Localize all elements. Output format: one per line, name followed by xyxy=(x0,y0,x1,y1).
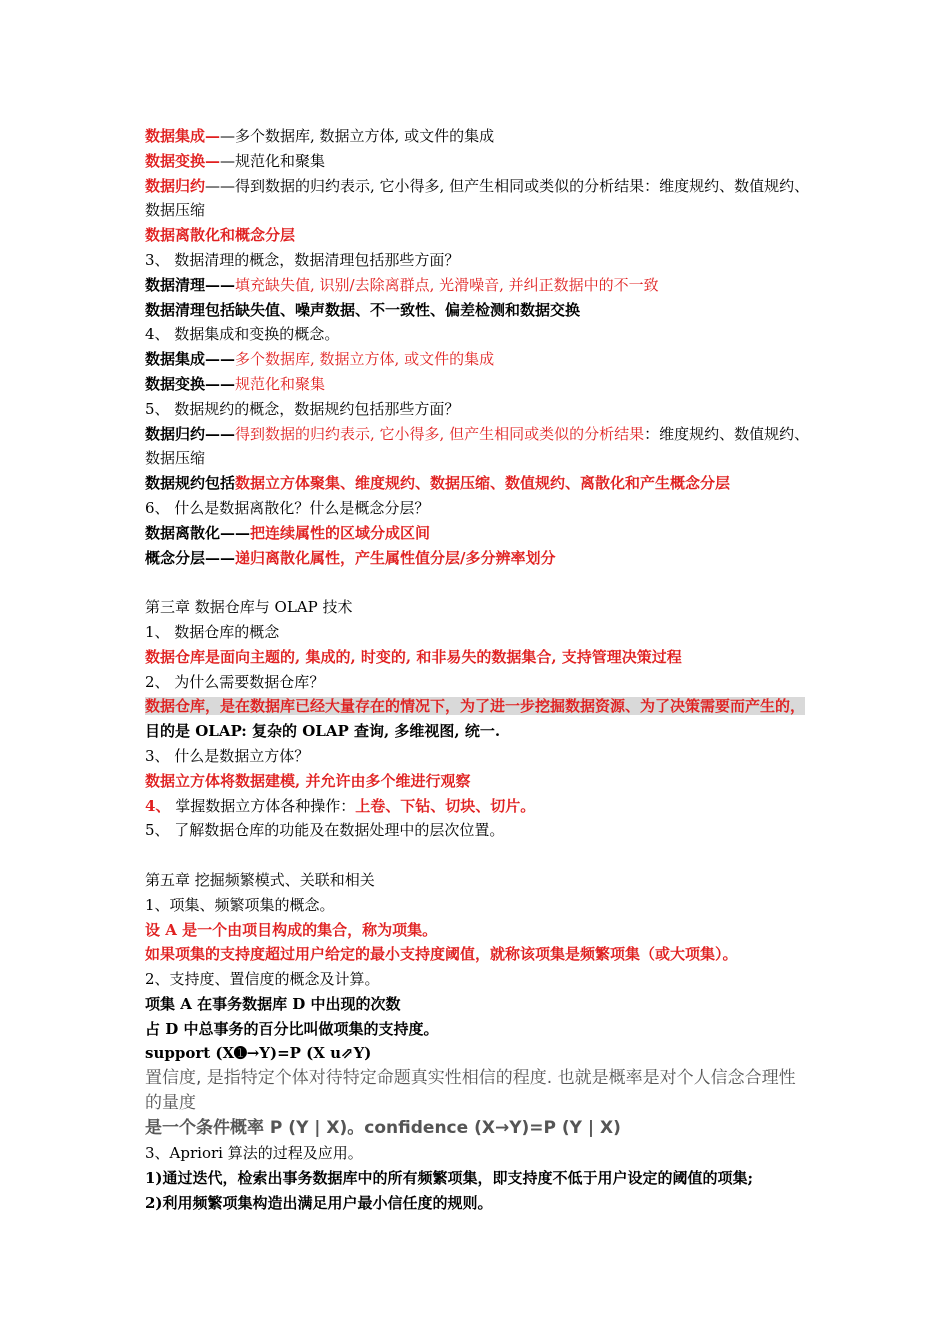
line-data-transform-def xyxy=(145,149,810,174)
definition-text: 填充缺失值, 识别/去除离群点, 光滑噪音, 并纠正数据中的不一致 xyxy=(235,275,659,294)
support-def-line-1: 项集 A 在事务数据库 D 中出现的次数 xyxy=(145,994,401,1013)
term-data-integration: 数据集成—— xyxy=(145,350,236,369)
confidence-def: 置信度, 是指特定个体对待特定命题真实性相信的程度. 也就是概率是对个人信念合理性的量度 xyxy=(145,1068,796,1114)
term-data-cleaning: 数据清理—— xyxy=(145,275,236,294)
question-4: 4、 数据集成和变换的概念。 xyxy=(145,325,340,344)
line-data-integration-def-2 xyxy=(145,347,810,372)
chapter-5-answer-1: 设 A 是一个由项目构成的集合，称为项集。 xyxy=(145,920,438,939)
definition-text: 把连续属性的区域分成区间 xyxy=(250,523,431,542)
apriori-step-2: 2)利用频繁项集构造出满足用户最小信任度的规则。 xyxy=(145,1193,493,1212)
highlighted-text: 数据仓库，是在数据库已经大量存在的情况下，为了进一步挖掘数据资源、为了决策需要而产生的， xyxy=(145,697,806,716)
chapter-5-question-1: 1、项集、频繁项集的概念。 xyxy=(145,895,335,914)
chapter-5-answer-2: 如果项集的支持度超过用户给定的最小支持度阈值，就称该项集是频繁项集（或大项集）。 xyxy=(145,945,738,964)
chapter-5-question-3: 3、Apriori 算法的过程及应用。 xyxy=(145,1144,363,1163)
definition-text: —规范化和聚集 xyxy=(220,151,326,170)
term-data-integration: 数据集成— xyxy=(145,127,221,145)
question-3: 3、 数据清理的概念，数据清理包括那些方面？ xyxy=(145,250,460,269)
term-data-reduction: 数据归约 xyxy=(145,176,206,195)
line-data-cleaning-def xyxy=(145,273,810,298)
definition-text: 多个数据库, 数据立方体, 或文件的集成 xyxy=(235,350,495,369)
term-data-transform: 数据变换—— xyxy=(145,374,236,393)
blank-line xyxy=(145,570,810,595)
line-data-reduction-def xyxy=(145,174,810,224)
line-data-transform-def-2 xyxy=(145,372,810,397)
line-discretization-def xyxy=(145,521,810,546)
definition-text: 规范化和聚集 xyxy=(235,374,326,393)
question-number: 4、 xyxy=(145,796,171,815)
term-data-transform: 数据变换— xyxy=(145,151,221,170)
question-5: 5、 数据规约的概念，数据规约包括那些方面？ xyxy=(145,399,460,418)
chapter-5-question-2: 2、支持度、置信度的概念及计算。 xyxy=(145,970,380,989)
definition-text: 递归离散化属性，产生属性值分层/多分辨率划分 xyxy=(235,548,556,567)
definition-text: ：维度规约、数值规约、数据压缩 xyxy=(145,424,810,468)
definition-text: 得到数据的归约表示, 它小得多, 但产生相同或类似的分析结果 xyxy=(235,424,645,443)
term-data-reduction: 数据归约—— xyxy=(145,424,236,443)
line-data-reduction-includes xyxy=(145,471,810,496)
line-data-reduction-def-2 xyxy=(145,422,810,472)
chapter-3-question-1: 1、 数据仓库的概念 xyxy=(145,622,280,641)
chapter-3-question-3: 3、 什么是数据立方体？ xyxy=(145,746,310,765)
line-discretization-heading: 数据离散化和概念分层 xyxy=(145,226,296,245)
line-concept-hierarchy-def xyxy=(145,546,810,571)
line-data-integration-def xyxy=(145,124,810,149)
term-concept-hierarchy: 概念分层—— xyxy=(145,548,236,567)
support-formula: support (X➊→Y)=P (X u⇗Y) xyxy=(145,1044,372,1063)
chapter-3-answer-3: 数据立方体将数据建模, 并允许由多个维进行观察 xyxy=(145,771,471,790)
chapter-3-question-5: 5、 了解数据仓库的功能及在数据处理中的层次位置。 xyxy=(145,821,505,840)
chapter-3-answer-1: 数据仓库是面向主题的, 集成的, 时变的, 和非易失的数据集合, 支持管理决策过程 xyxy=(145,647,682,666)
chapter-5-heading: 第五章 挖掘频繁模式、关联和相关 xyxy=(145,870,375,889)
question-6: 6、 什么是数据离散化？什么是概念分层？ xyxy=(145,498,430,517)
confidence-formula: 是一个条件概率 P (Y | X)。confidence (X→Y)=P (Y | X) xyxy=(145,1118,621,1139)
definition-text: —多个数据库, 数据立方体, 或文件的集成 xyxy=(220,127,495,145)
chapter-3-answer-2 xyxy=(145,694,810,744)
support-def-line-2: 占 D 中总事务的百分比叫做项集的支持度。 xyxy=(145,1019,439,1038)
blank-line xyxy=(145,843,810,868)
chapter-3-question-2: 2、 为什么需要数据仓库？ xyxy=(145,672,325,691)
definition-text: 数据立方体聚集、维度规约、数据压缩、数值规约、离散化和产生概念分层 xyxy=(235,474,731,493)
label-text: 数据规约包括 xyxy=(145,474,236,493)
question-text: 掌握数据立方体各种操作： xyxy=(170,796,356,815)
answer-text: 目的是 OLAP: 复杂的 OLAP 查询, 多维视图, 统一. xyxy=(145,722,501,741)
chapter-3-heading: 第三章 数据仓库与 OLAP 技术 xyxy=(145,598,353,617)
answer-text: 上卷、下钻、切块、切片。 xyxy=(355,796,536,815)
definition-text: ——得到数据的归约表示, 它小得多, 但产生相同或类似的分析结果：维度规约、数值规约、数据压缩 xyxy=(145,176,810,220)
line-data-cleaning-includes: 数据清理包括缺失值、噪声数据、不一致性、偏差检测和数据交换 xyxy=(145,300,581,319)
document-body xyxy=(145,124,810,1216)
term-discretization: 数据离散化—— xyxy=(145,523,251,542)
apriori-step-1: 1)通过迭代，检索出事务数据库中的所有频繁项集，即支持度不低于用户设定的阈值的项集; xyxy=(145,1169,754,1188)
chapter-3-question-4 xyxy=(145,794,810,819)
